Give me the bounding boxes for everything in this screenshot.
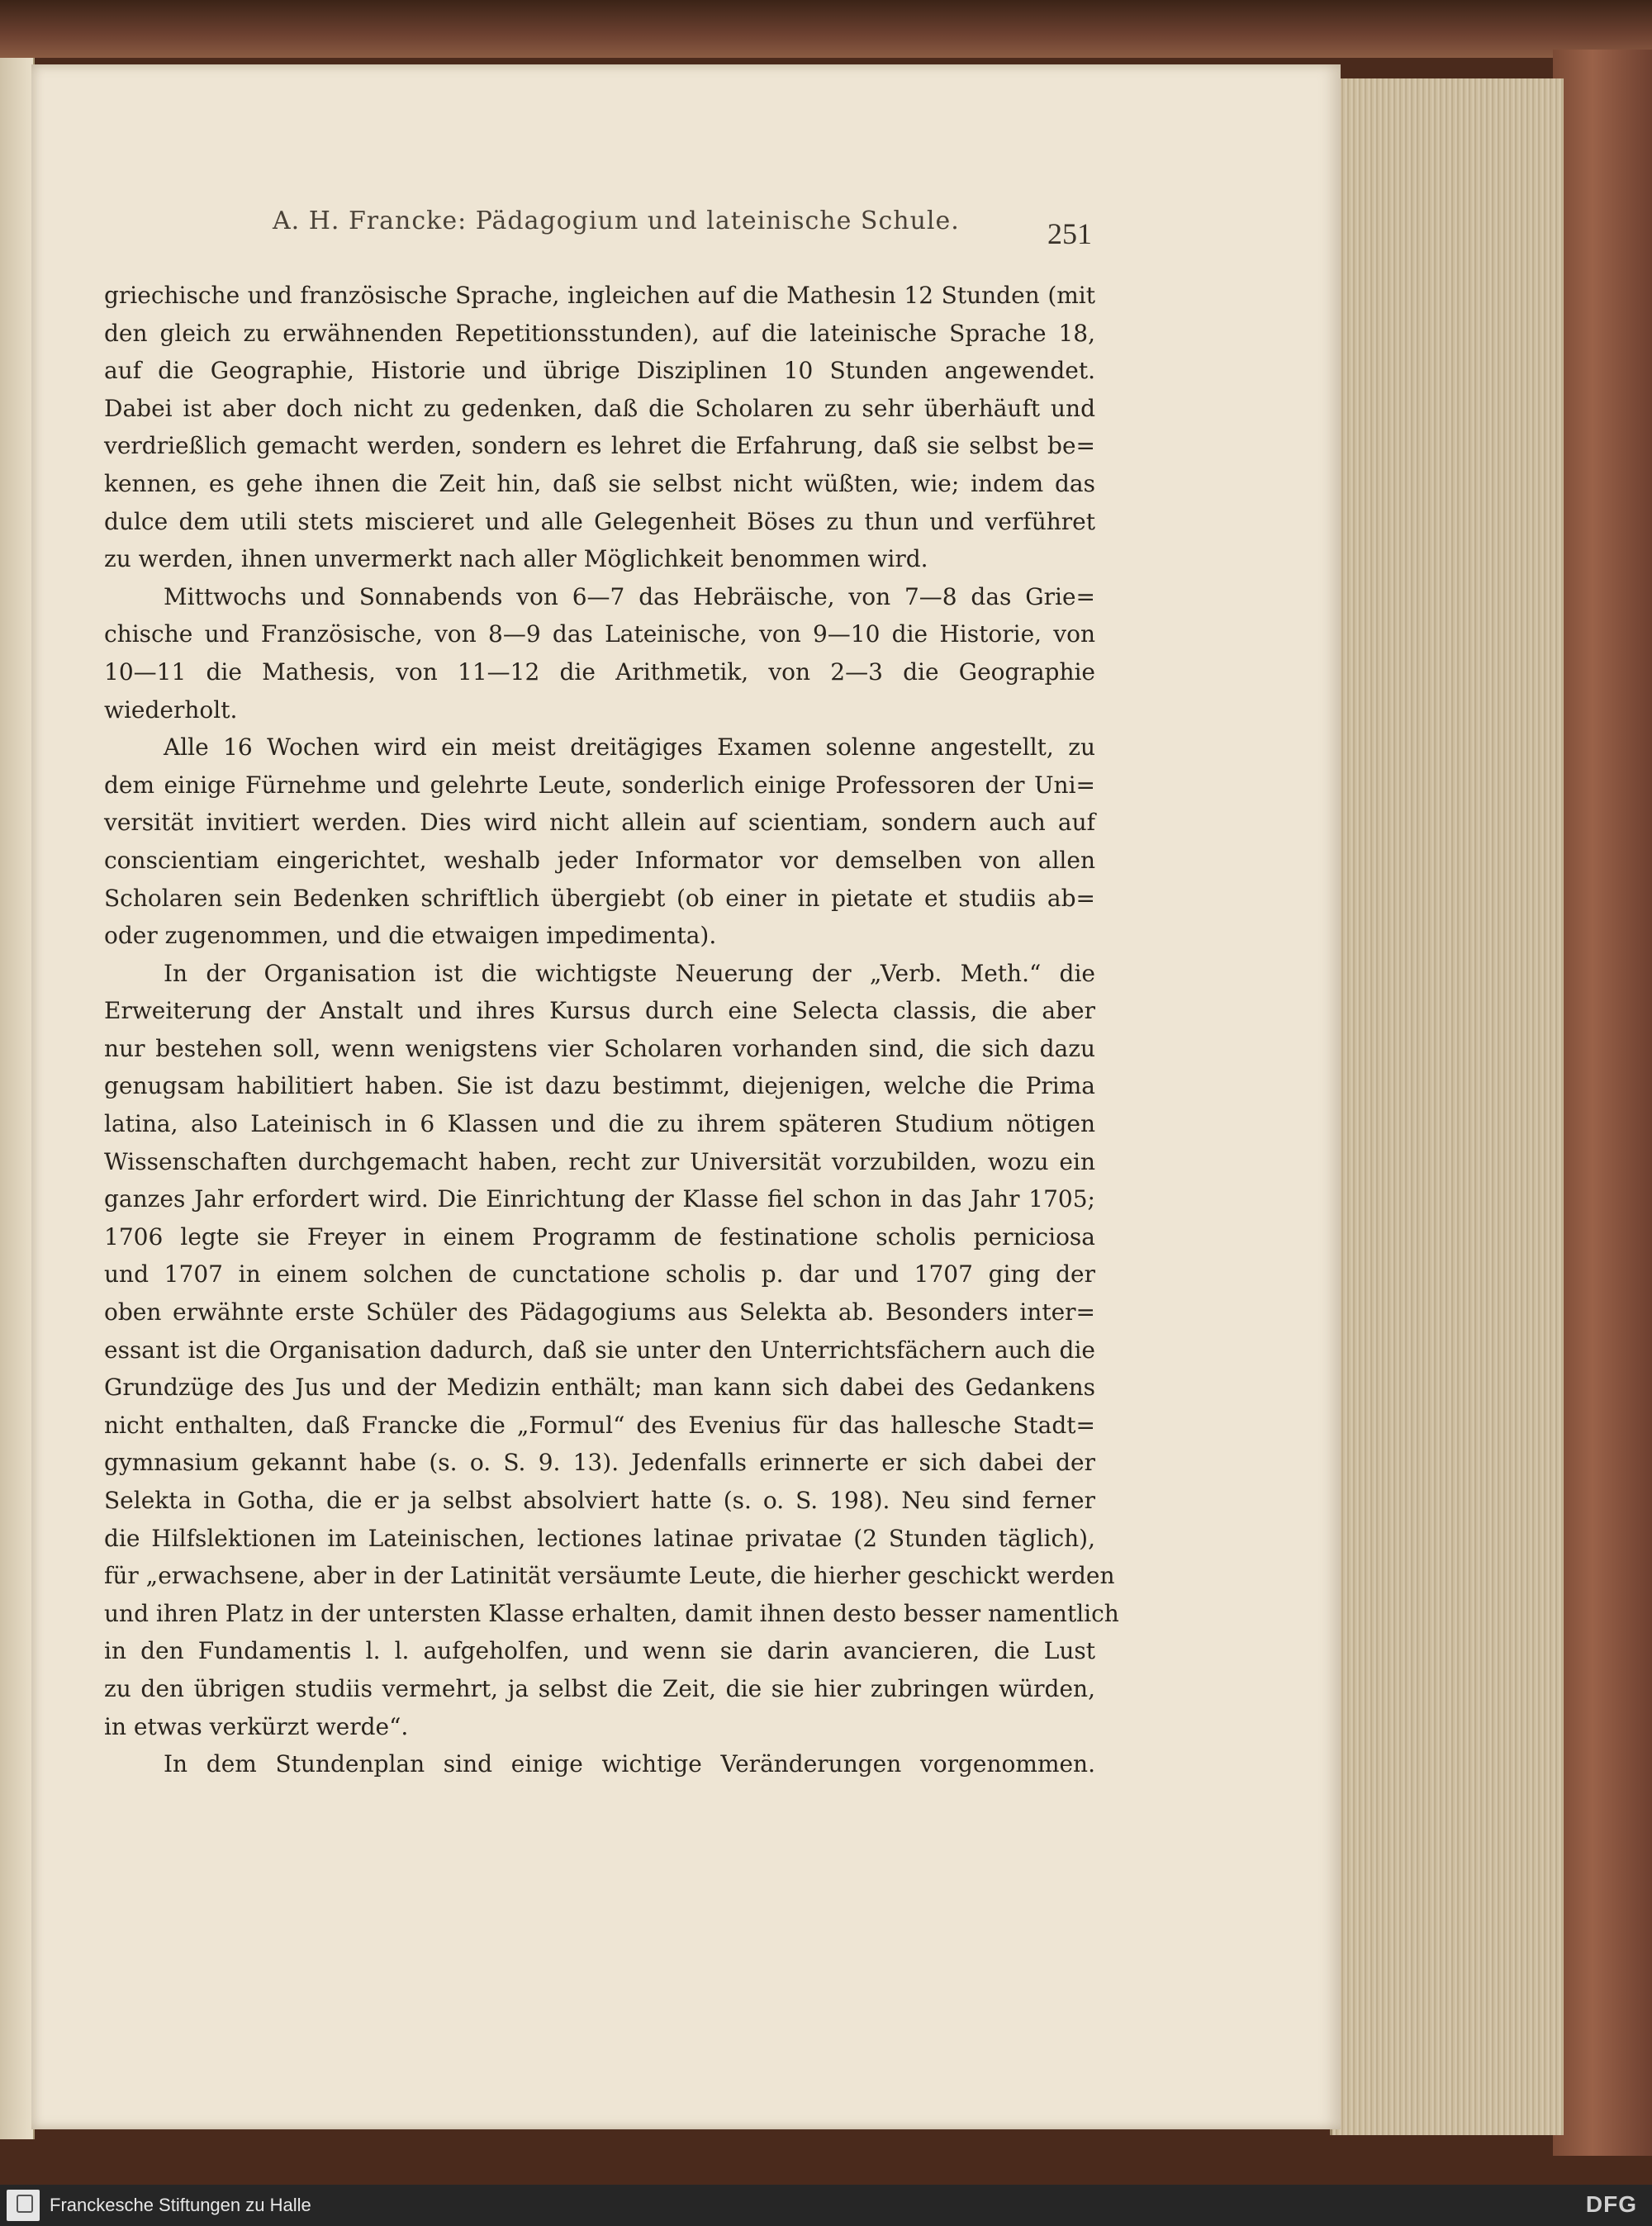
text-line: und ihren Platz in der untersten Klasse erhalten, damit ihnen desto besser namentlich xyxy=(104,1599,1119,1627)
text-line: nicht enthalten, daß Francke die „Formul“ des Evenius für das hallesche Stadt= xyxy=(104,1411,1095,1439)
facing-page-edge xyxy=(0,58,35,2139)
text-line: conscientiam eingerichtet, weshalb jeder Informator vor demselben von allen xyxy=(104,846,1095,874)
text-line: oben erwähnte erste Schüler des Pädagogiums aus Selekta ab. Besonders inter= xyxy=(104,1298,1095,1327)
text-line: Alle 16 Wochen wird ein meist dreitägiges Examen solenne angestellt, zu xyxy=(164,733,1095,762)
text-line: und 1707 in einem solchen de cunctatione scholis p. dar und 1707 ging der xyxy=(104,1260,1095,1289)
text-line: Scholaren sein Bedenken schriftlich übergiebt (ob einer in pietate et studiis ab= xyxy=(104,884,1095,912)
text-line: Wissenschaften durchgemacht haben, recht zur Universität vorzubilden, wozu ein xyxy=(104,1147,1095,1175)
text-line: 10—11 die Mathesis, von 11—12 die Arithmetik, von 2—3 die Geographie xyxy=(104,657,1095,686)
page-number: 251 xyxy=(1047,217,1092,250)
text-line: dem einige Fürnehme und gelehrte Leute, sonderlich einige Professoren der Uni= xyxy=(104,771,1095,799)
text-line: verdrießlich gemacht werden, sondern es lehret die Erfahrung, daß sie selbst be= xyxy=(104,432,1095,460)
text-line: in etwas verkürzt werde“. xyxy=(104,1712,409,1740)
text-line: ganzes Jahr erfordert wird. Die Einrichtung der Klasse fiel schon in das Jahr 1705; xyxy=(104,1185,1095,1213)
book-cover-edge xyxy=(1553,50,1652,2156)
text-line: den gleich zu erwähnenden Repetitionsstunden), auf die lateinische Sprache 18, xyxy=(104,319,1095,347)
page-stack-fore-edge xyxy=(1330,78,1564,2135)
text-line: versität invitiert werden. Dies wird nicht allein auf scientiam, sondern auch auf xyxy=(104,809,1095,837)
dfg-logo: DFG xyxy=(1585,2191,1637,2217)
text-line: essant ist die Organisation dadurch, daß sie unter den Unterrichtsfächern auch die xyxy=(104,1336,1095,1364)
institution-name[interactable]: Franckesche Stiftungen zu Halle xyxy=(50,2195,311,2215)
text-line: zu werden, ihnen unvermerkt nach aller Möglichkeit benommen wird. xyxy=(104,545,928,573)
text-line: oder zugenommen, und die etwaigen impedimenta). xyxy=(104,922,717,950)
text-line: die Hilfslektionen im Lateinischen, lectiones latinae privatae (2 Stunden täglich), xyxy=(104,1524,1095,1552)
text-line: genugsam habilitiert haben. Sie ist dazu bestimmt, diejenigen, welche die Prima xyxy=(104,1072,1095,1100)
text-line: zu den übrigen studiis vermehrt, ja selbst die Zeit, die sie hier zubringen würden, xyxy=(104,1674,1095,1702)
institution-logo-icon xyxy=(7,2190,40,2221)
running-head: A. H. Francke: Pädagogium und lateinische Schule. xyxy=(273,206,960,235)
text-line: latina, also Lateinisch in 6 Klassen und die zu ihrem späteren Studium nötigen xyxy=(104,1110,1095,1138)
text-line: Dabei ist aber doch nicht zu gedenken, daß die Scholaren zu sehr überhäuft und xyxy=(104,394,1095,422)
text-line: wiederholt. xyxy=(104,695,238,724)
text-line: Erweiterung der Anstalt und ihres Kursus durch eine Selecta classis, die aber xyxy=(104,997,1095,1025)
text-line: dulce dem utili stets miscieret und alle Gelegenheit Böses zu thun und verführet xyxy=(104,507,1095,535)
text-line: chische und Französische, von 8—9 das Lateinische, von 9—10 die Historie, von xyxy=(104,620,1095,648)
text-line: griechische und französische Sprache, ingleichen auf die Mathesin 12 Stunden (mit xyxy=(104,282,1095,309)
text-line: Grundzüge des Jus und der Medizin enthält; man kann sich dabei des Gedankens xyxy=(104,1374,1095,1402)
text-line: gymnasium gekannt habe (s. o. S. 9. 13). Jedenfalls erinnerte er sich dabei der xyxy=(104,1449,1095,1477)
viewer-footer-bar xyxy=(0,2185,1652,2226)
text-line: Selekta in Gotha, die er ja selbst absolviert hatte (s. o. S. 198). Neu sind ferner xyxy=(104,1487,1095,1514)
text-line: für „erwachsene, aber in der Latinität versäumte Leute, die hierher geschickt werden xyxy=(104,1562,1115,1590)
text-line: In der Organisation ist die wichtigste Neuerung der „Verb. Meth.“ die xyxy=(164,959,1095,987)
text-line: auf die Geographie, Historie und übrige Disziplinen 10 Stunden angewendet. xyxy=(104,357,1095,385)
text-line: Mittwochs und Sonnabends von 6—7 das Hebräische, von 7—8 das Grie= xyxy=(164,582,1095,610)
text-line: kennen, es gehe ihnen die Zeit hin, daß sie selbst nicht wüßten, wie; indem das xyxy=(104,469,1095,497)
body-text xyxy=(104,277,1119,1783)
book-binding-top xyxy=(0,0,1652,58)
text-line: In dem Stundenplan sind einige wichtige Veränderungen vorgenommen. xyxy=(164,1750,1095,1778)
text-line: nur bestehen soll, wenn wenigstens vier Scholaren vorhanden sind, die sich dazu xyxy=(104,1034,1095,1062)
text-line: in den Fundamentis l. l. aufgeholfen, und wenn sie darin avancieren, die Lust xyxy=(104,1637,1095,1665)
text-line: 1706 legte sie Freyer in einem Programm de festinatione scholis perniciosa xyxy=(104,1222,1095,1251)
